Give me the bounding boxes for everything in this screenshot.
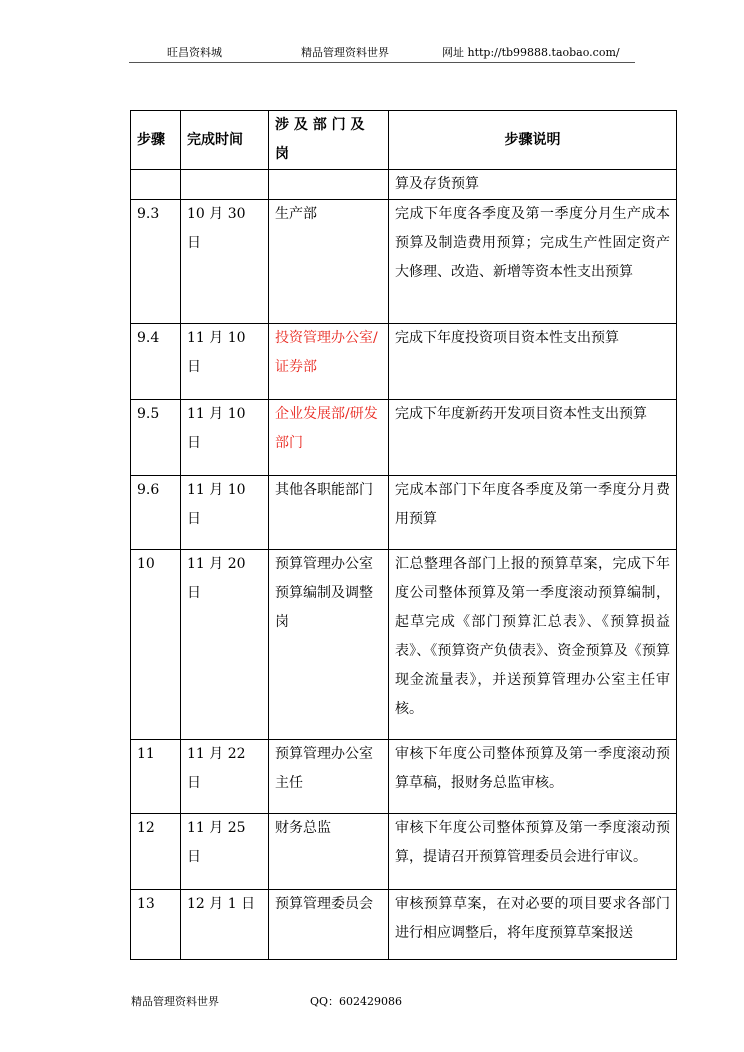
header-url: 网址 http://tb99888.taobao.com/ (442, 46, 620, 59)
completion-date: 11 月 22 日 (181, 740, 269, 814)
step-number: 9.3 (131, 200, 181, 324)
steps-table (130, 110, 677, 960)
completion-date: 11 月 25 日 (181, 814, 269, 890)
table-header-row (131, 111, 677, 170)
department: 企业发展部/研发部门 (269, 400, 389, 476)
table-row (131, 400, 677, 476)
step-description: 汇总整理各部门上报的预算草案，完成下年度公司整体预算及第一季度滚动预算编制，起草完成《部门预算汇总表》、《预算损益表》、《预算资产负债表》、资金预算及《预算现金流量表》，并送预算管理办公室主任审核。 (389, 550, 677, 740)
header-center: 精品管理资料世界 (301, 46, 389, 59)
col-header-step: 步骤 (131, 111, 181, 170)
department: 投资管理办公室/证券部 (269, 324, 389, 400)
header-left: 旺昌资料城 (167, 46, 222, 59)
col-header-desc: 步骤说明 (389, 111, 677, 170)
footer-left: 精品管理资料世界 (131, 995, 219, 1008)
table-row-continuation (131, 170, 677, 200)
step-description: 完成下年度投资项目资本性支出预算 (389, 324, 677, 400)
table-row (131, 814, 677, 890)
completion-date: 11 月 20 日 (181, 550, 269, 740)
step-description: 完成本部门下年度各季度及第一季度分月费用预算 (389, 476, 677, 550)
completion-date: 11 月 10 日 (181, 476, 269, 550)
step-number: 9.6 (131, 476, 181, 550)
step-description: 完成下年度新药开发项目资本性支出预算 (389, 400, 677, 476)
department: 生产部 (269, 200, 389, 324)
table-row (131, 476, 677, 550)
step-description: 审核下年度公司整体预算及第一季度滚动预算，提请召开预算管理委员会进行审议。 (389, 814, 677, 890)
footer-qq: QQ：602429086 (310, 995, 403, 1008)
page-header (129, 46, 635, 63)
department: 财务总监 (269, 814, 389, 890)
completion-date: 11 月 10 日 (181, 400, 269, 476)
step-description: 审核预算草案，在对必要的项目要求各部门进行相应调整后，将年度预算草案报送 (389, 890, 677, 960)
col-header-dept: 涉 及 部 门 及 岗 (269, 111, 389, 170)
department: 预算管理办公室主任 (269, 740, 389, 814)
table-row (131, 890, 677, 960)
step-number: 9.4 (131, 324, 181, 400)
table-row (131, 200, 677, 324)
department: 预算管理办公室预算编制及调整岗 (269, 550, 389, 740)
completion-date: 10 月 30 日 (181, 200, 269, 324)
col-header-date: 完成时间 (181, 111, 269, 170)
step-number: 11 (131, 740, 181, 814)
completion-date: 11 月 10 日 (181, 324, 269, 400)
step-number: 12 (131, 814, 181, 890)
department: 其他各职能部门 (269, 476, 389, 550)
step-number: 13 (131, 890, 181, 960)
table-row (131, 324, 677, 400)
department: 预算管理委员会 (269, 890, 389, 960)
step-description: 完成下年度各季度及第一季度分月生产成本预算及制造费用预算；完成生产性固定资产大修理、改造、新增等资本性支出预算 (389, 200, 677, 324)
table-row (131, 740, 677, 814)
table-row (131, 550, 677, 740)
continuation-text: 算及存货预算 (389, 170, 677, 200)
step-number: 9.5 (131, 400, 181, 476)
completion-date: 12 月 1 日 (181, 890, 269, 960)
step-number: 10 (131, 550, 181, 740)
step-description: 审核下年度公司整体预算及第一季度滚动预算草稿，报财务总监审核。 (389, 740, 677, 814)
